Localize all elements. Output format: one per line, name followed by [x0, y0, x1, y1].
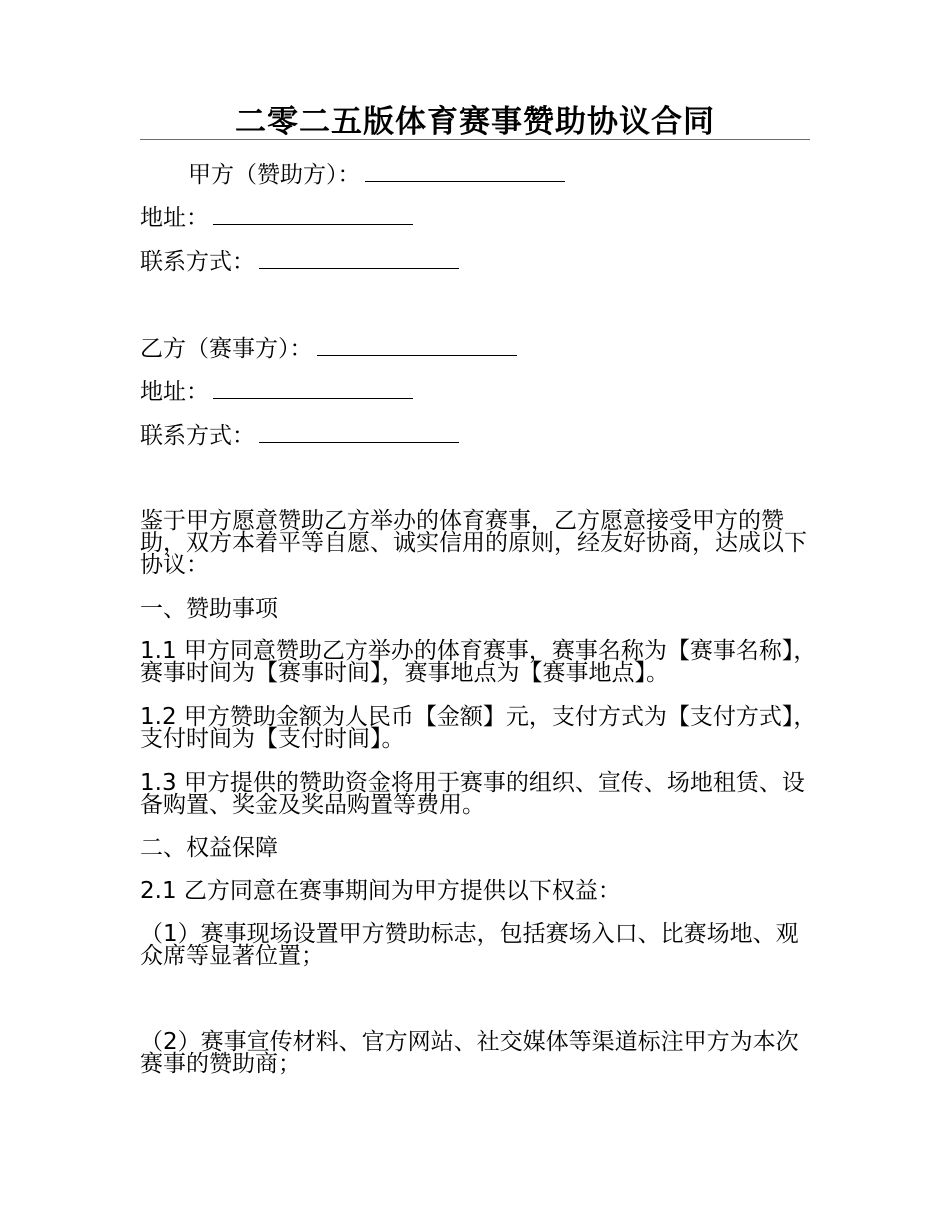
section-heading-sponsorship: 一、赞助事项 [140, 596, 278, 622]
clause-2-1: 2.1 乙方同意在赛事期间为甲方提供以下权益： [140, 878, 621, 904]
party-a-contact-line [140, 247, 820, 277]
party-a-label: 甲方（赞助方）： [188, 162, 361, 188]
party-a-line [188, 160, 868, 190]
clause-2-1-item-2: （2）赛事宣传材料、官方网站、社交媒体等渠道标注甲方为本次赛事的赞助商； [140, 1029, 799, 1077]
clause-1-1: 1.1 甲方同意赞助乙方举办的体育赛事，赛事名称为【赛事名称】，赛事时间为【赛事时间】，赛事地点为【赛事地点】。 [140, 638, 817, 686]
clause-1-2: 1.2 甲方赞助金额为人民币【金额】元，支付方式为【支付方式】，支付时间为【支付时间】。 [140, 704, 817, 752]
party-b-name-blank[interactable] [317, 335, 517, 356]
party-a-contact-label: 联系方式： [140, 249, 255, 275]
party-a-address-label: 地址： [140, 205, 209, 231]
document-title: 二零二五版体育赛事赞助协议合同 [235, 104, 715, 140]
party-b-contact-blank[interactable] [259, 422, 459, 443]
preamble-paragraph: 鉴于甲方愿意赞助乙方举办的体育赛事，乙方愿意接受甲方的赞助，双方本着平等自愿、诚实信用的原则，经友好协商，达成以下协议： [140, 508, 807, 578]
title-underline [140, 139, 810, 140]
party-b-address-blank[interactable] [213, 378, 413, 399]
party-a-address-line [140, 203, 820, 233]
party-a-name-blank[interactable] [365, 161, 565, 182]
clause-1-3: 1.3 甲方提供的赞助资金将用于赛事的组织、宣传、场地租赁、设备购置、奖金及奖品购置等费用。 [140, 770, 805, 818]
party-a-address-blank[interactable] [213, 204, 413, 225]
party-a-contact-blank[interactable] [259, 248, 459, 269]
party-b-address-label: 地址： [140, 379, 209, 405]
party-b-label: 乙方（赛事方）： [140, 336, 313, 362]
section-heading-rights: 二、权益保障 [140, 835, 278, 861]
clause-2-1-item-1: （1）赛事现场设置甲方赞助标志，包括赛场入口、比赛场地、观众席等显著位置； [140, 921, 799, 969]
party-b-address-line [140, 377, 820, 407]
party-b-contact-label: 联系方式： [140, 423, 255, 449]
party-b-line [140, 334, 820, 364]
party-b-contact-line [140, 421, 820, 451]
